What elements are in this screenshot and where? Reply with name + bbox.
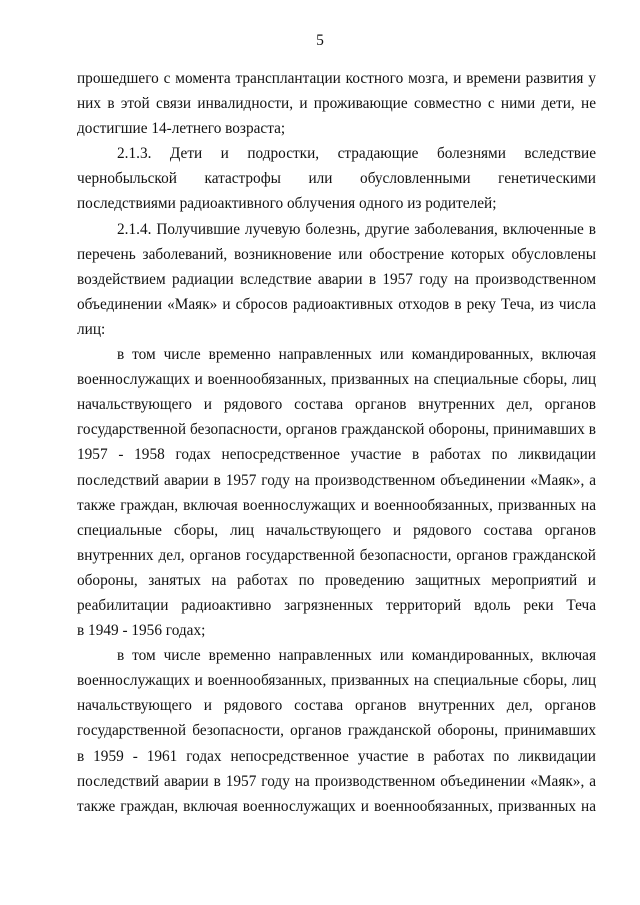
text-line: военнослужащих и военнообязанных, призванных на специальные сборы, лиц xyxy=(77,371,596,389)
text-line: в том числе временно направленных или командированных, включая xyxy=(117,346,596,364)
text-line: воздействием радиации вследствие аварии в 1957 году на производственном xyxy=(77,270,596,288)
text-line: в 1949 - 1956 годах; xyxy=(77,622,206,640)
text-line: 1957 - 1958 годах непосредственное участие в работах по ликвидации xyxy=(77,446,596,464)
text-line: перечень заболеваний, возникновение или обострение которых обусловлены xyxy=(77,245,596,263)
text-line: военнослужащих и военнообязанных, призванных на специальные сборы, лиц xyxy=(77,672,596,690)
text-line: последствиями радиоактивного облучения одного из родителей; xyxy=(77,195,497,213)
text-line: начальствующего и рядового состава органов внутренних дел, органов xyxy=(77,697,596,715)
text-line: прошедшего с момента трансплантации костного мозга, и времени развития у xyxy=(77,70,596,87)
text-line: 2.1.3. Дети и подростки, страдающие болезнями вследствие xyxy=(117,145,596,163)
document-body xyxy=(77,66,596,819)
text-line: начальствующего и рядового состава органов внутренних дел, органов xyxy=(77,396,596,414)
text-line: 2.1.4. Получившие лучевую болезнь, другие заболевания, включенные в xyxy=(117,220,596,238)
text-line: специальные сборы, лиц начальствующего и рядового состава органов xyxy=(77,521,596,539)
text-line: последствий аварии в 1957 году на производственном объединении «Маяк», а xyxy=(77,471,596,489)
text-line: последствий аварии в 1957 году на производственном объединении «Маяк», а xyxy=(77,772,596,790)
text-line: в 1959 - 1961 годах непосредственное участие в работах по ликвидации xyxy=(77,747,596,765)
text-line: также граждан, включая военнослужащих и военнообязанных, призванных на xyxy=(77,496,596,514)
text-line: достигшие 14-летнего возраста; xyxy=(77,120,286,138)
text-line: лиц: xyxy=(77,320,106,338)
text-line: в том числе временно направленных или командированных, включая xyxy=(117,647,596,665)
text-line: государственной безопасности, органов гражданской обороны, принимавших в xyxy=(77,421,596,439)
text-line: также граждан, включая военнослужащих и военнообязанных, призванных на xyxy=(77,797,596,815)
page-number: 5 xyxy=(316,32,324,49)
text-line: государственной безопасности, органов гражданской обороны, принимавших xyxy=(77,722,596,740)
text-line: них в этой связи инвалидности, и проживающие совместно с ними дети, не xyxy=(77,95,596,113)
text-line: внутренних дел, органов государственной безопасности, органов гражданской xyxy=(77,546,596,564)
text-line: объединении «Маяк» и сбросов радиоактивных отходов в реку Теча, из числа xyxy=(77,295,596,313)
text-line: обороны, занятых на работах по проведению защитных мероприятий и xyxy=(77,571,596,589)
text-line: реабилитации радиоактивно загрязненных территорий вдоль реки Теча xyxy=(77,596,596,614)
text-line: чернобыльской катастрофы или обусловленными генетическими xyxy=(77,170,596,188)
